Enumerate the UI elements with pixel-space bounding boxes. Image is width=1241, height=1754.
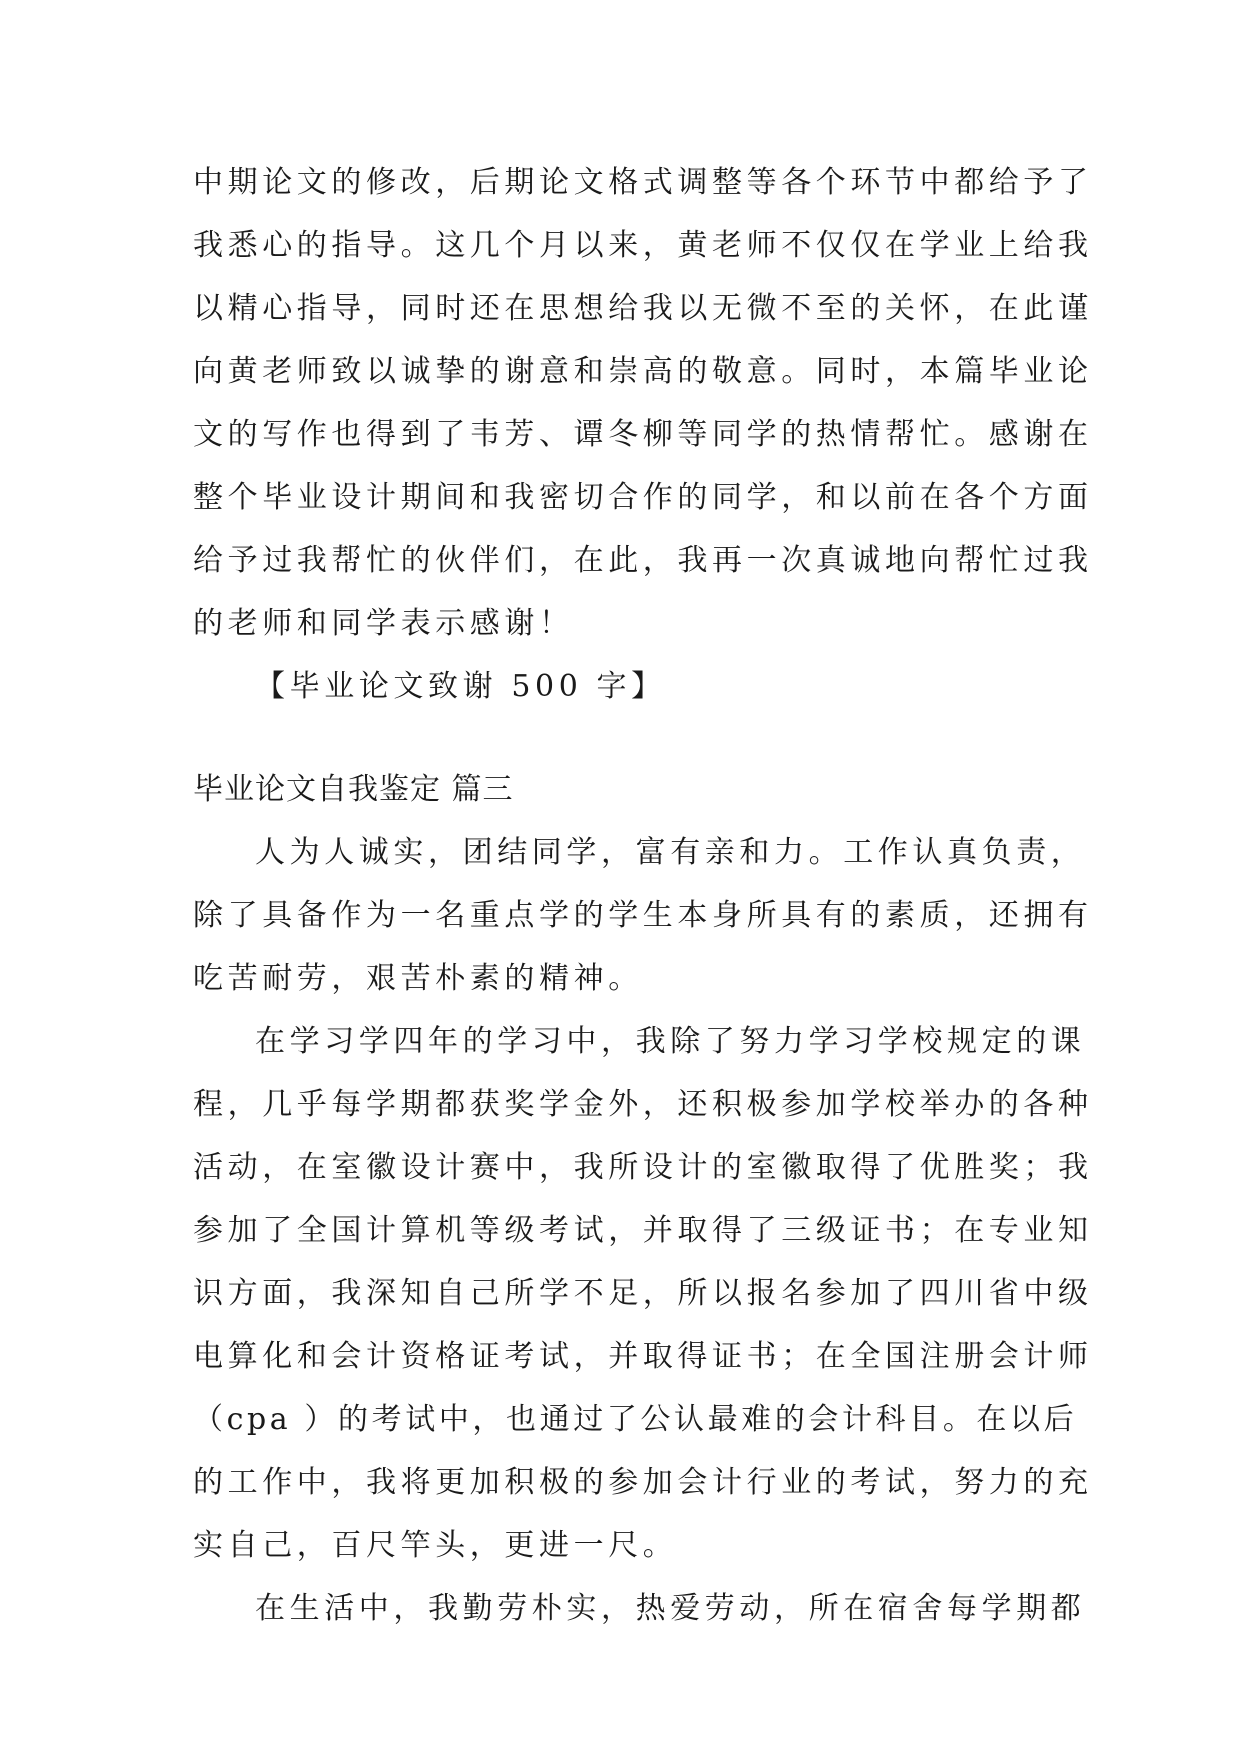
- section-label: 【毕业论文致谢 500 字】: [255, 669, 666, 704]
- body-line: 文的写作也得到了韦芳、谭冬柳等同学的热情帮忙。感谢在: [193, 417, 1093, 452]
- body-line: 实自己，百尺竿头，更进一尺。: [193, 1528, 678, 1563]
- body-line: 我悉心的指导。这几个月以来，黄老师不仅仅在学业上给我: [193, 228, 1093, 263]
- paragraph-first-line: 在生活中，我勤劳朴实，热爱劳动，所在宿舍每学期都: [255, 1591, 1086, 1626]
- body-line: 给予过我帮忙的伙伴们，在此，我再一次真诚地向帮忙过我: [193, 543, 1093, 578]
- body-line: 中期论文的修改，后期论文格式调整等各个环节中都给予了: [193, 165, 1093, 200]
- body-line: 参加了全国计算机等级考试，并取得了三级证书；在专业知: [193, 1213, 1093, 1248]
- body-line: （cpa ）的考试中，也通过了公认最难的会计科目。在以后: [193, 1402, 1078, 1437]
- body-line: 活动，在室徽设计赛中，我所设计的室徽取得了优胜奖；我: [193, 1150, 1093, 1185]
- paragraph-first-line: 人为人诚实，团结同学，富有亲和力。工作认真负责，: [255, 835, 1086, 870]
- body-line: 程，几乎每学期都获奖学金外，还积极参加学校举办的各种: [193, 1087, 1093, 1122]
- body-line: 以精心指导，同时还在思想给我以无微不至的关怀，在此谨: [193, 291, 1093, 326]
- paragraph-first-line: 在学习学四年的学习中，我除了努力学习学校规定的课: [255, 1024, 1086, 1059]
- body-line: 向黄老师致以诚挚的谢意和崇高的敬意。同时，本篇毕业论: [193, 354, 1093, 389]
- body-line: 整个毕业设计期间和我密切合作的同学，和以前在各个方面: [193, 480, 1093, 515]
- section-heading: 毕业论文自我鉴定 篇三: [193, 772, 514, 807]
- body-line: 识方面，我深知自己所学不足，所以报名参加了四川省中级: [193, 1276, 1093, 1311]
- body-line: 的工作中，我将更加积极的参加会计行业的考试，努力的充: [193, 1465, 1093, 1500]
- body-line: 的老师和同学表示感谢！: [193, 606, 574, 641]
- body-line: 电算化和会计资格证考试，并取得证书；在全国注册会计师: [193, 1339, 1093, 1374]
- body-line: 吃苦耐劳，艰苦朴素的精神。: [193, 961, 643, 996]
- body-line: 除了具备作为一名重点学的学生本身所具有的素质，还拥有: [193, 898, 1093, 933]
